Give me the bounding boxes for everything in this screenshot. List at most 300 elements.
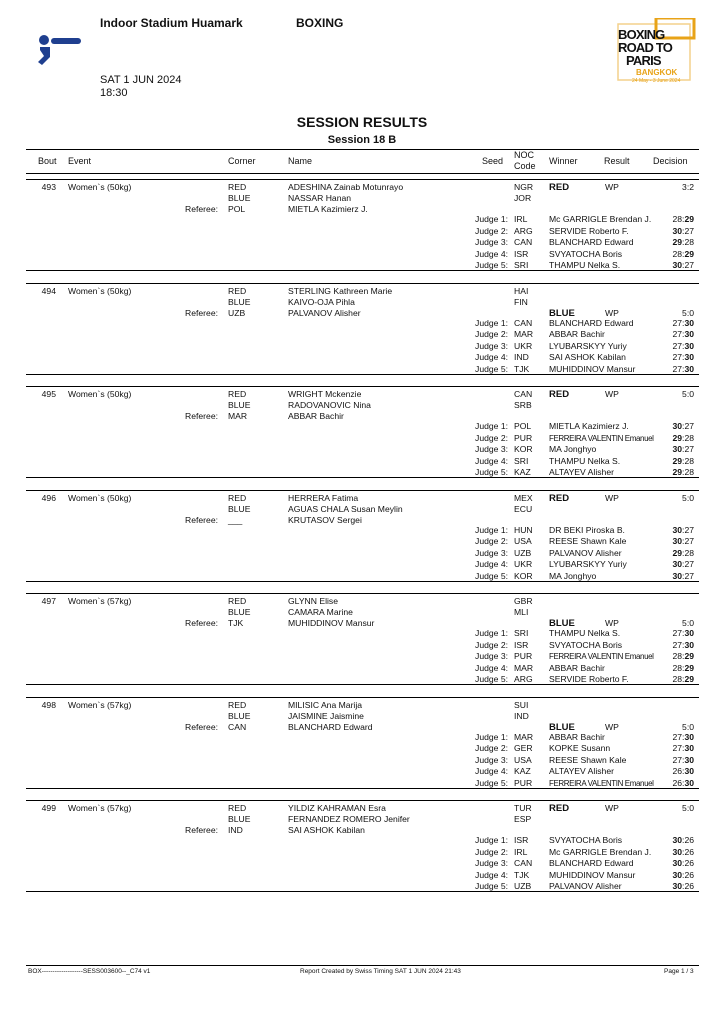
score-separator: : — [682, 743, 685, 753]
red-corner-label: RED — [228, 803, 247, 813]
blue-boxer-noc: SRB — [514, 400, 532, 410]
judge-score-red: 27 — [672, 754, 683, 765]
judge-score — [656, 525, 694, 536]
judge-score-red: 27 — [672, 340, 683, 351]
score-separator: : — [682, 248, 685, 259]
judge-score — [656, 318, 694, 329]
blue-corner-label: BLUE — [228, 607, 251, 617]
judge-label: Judge 1: — [475, 628, 508, 638]
judge-row — [26, 260, 699, 272]
judge-score-blue: 27 — [684, 536, 694, 546]
score-separator: : — [682, 225, 685, 236]
col-bout: Bout — [38, 156, 57, 166]
score-separator: : — [682, 237, 685, 247]
judge-label: Judge 1: — [475, 835, 508, 845]
judge-row — [26, 732, 699, 744]
judge-score-red: 28 — [672, 662, 683, 673]
sport-name: BOXING — [296, 16, 344, 30]
red-boxer-noc: CAN — [514, 389, 533, 399]
judge-noc: PUR — [514, 432, 533, 443]
col-seed: Seed — [482, 156, 504, 166]
referee-label: Referee: — [185, 514, 218, 525]
session-date: SAT 1 JUN 2024 — [100, 74, 182, 86]
winner-corner: BLUE — [549, 721, 575, 733]
judge-score — [656, 329, 694, 340]
judge-label: Judge 3: — [475, 858, 508, 868]
score-separator: : — [682, 651, 685, 661]
judge-score — [656, 835, 694, 846]
judge-score-red: 28 — [672, 248, 683, 259]
judge-noc: TJK — [514, 869, 530, 880]
bout-block — [26, 179, 699, 271]
winner-corner: RED — [549, 389, 570, 400]
referee-name: MIETLA Kazimierz J. — [288, 204, 368, 214]
result-type: WP — [605, 803, 619, 813]
col-result: Result — [604, 156, 630, 166]
judge-score-blue: 26 — [684, 869, 694, 880]
judge-score-blue: 26 — [684, 835, 694, 845]
logo-dates: 24 May - 3 June 2024 — [632, 78, 681, 84]
score-separator: : — [682, 524, 685, 535]
red-boxer-noc: SUI — [514, 699, 529, 710]
judge-score-blue: 29 — [684, 248, 694, 259]
logo-line-1: BOXING — [618, 27, 665, 42]
blue-boxer-name: RADOVANOVIC Nina — [288, 400, 371, 410]
score-separator: : — [682, 260, 685, 270]
footer-created: Report Created by Swiss Timing SAT 1 JUN 2024 21:43 — [300, 968, 461, 975]
judge-name: THAMPU Nelka S. — [549, 628, 621, 638]
judge-label: Judge 1: — [475, 524, 508, 535]
judge-name: BLANCHARD Edward — [549, 858, 634, 868]
judge-score-red: 29 — [672, 237, 683, 247]
bout-block — [26, 386, 699, 478]
red-boxer-name: STERLING Kathreen Marie — [288, 285, 393, 296]
judge-label: Judge 5: — [475, 674, 508, 684]
judge-row — [26, 559, 699, 571]
col-winner: Winner — [549, 156, 578, 166]
judge-noc: USA — [514, 754, 532, 765]
judge-noc: ARG — [514, 674, 533, 684]
red-boxer-name: ADESHINA Zainab Motunrayo — [288, 182, 404, 192]
bout-number: 493 — [41, 182, 56, 192]
judge-score-blue: 29 — [684, 662, 694, 673]
judge-score-blue: 28 — [684, 467, 694, 477]
bout-block — [26, 800, 699, 892]
judge-noc: PUR — [514, 651, 533, 661]
judge-name: PALVANOV Alisher — [549, 881, 622, 891]
score-separator: : — [682, 869, 685, 880]
judge-score-red: 29 — [672, 547, 683, 558]
judge-noc: MAR — [514, 731, 534, 742]
winner-corner: BLUE — [549, 618, 575, 629]
judge-score-red: 30 — [672, 225, 683, 236]
blue-boxer-noc: ESP — [514, 814, 532, 824]
judge-name: LYUBARSKYY Yuriy — [549, 559, 627, 569]
judge-noc: IND — [514, 352, 529, 362]
judge-name: DR BEKI Piroska B. — [549, 524, 625, 535]
bout-event: Women`s (50kg) — [68, 285, 132, 296]
winner-corner: BLUE — [549, 307, 575, 319]
judge-score-red: 27 — [672, 352, 683, 362]
judge-label: Judge 4: — [475, 766, 508, 776]
score-separator: : — [682, 547, 685, 558]
judge-noc: CAN — [514, 237, 533, 247]
judge-row — [26, 835, 699, 847]
judge-label: Judge 5: — [475, 467, 508, 477]
judge-row — [26, 651, 699, 663]
judge-score-blue: 26 — [684, 881, 694, 891]
judge-label: Judge 5: — [475, 777, 508, 788]
col-event: Event — [68, 156, 92, 166]
judge-label: Judge 5: — [475, 570, 508, 581]
bout-event: Women`s (50kg) — [68, 182, 132, 192]
score-separator: : — [682, 777, 685, 788]
referee-noc: UZB — [228, 307, 246, 318]
score-separator: : — [682, 570, 685, 581]
judge-name: SVYATOCHA Boris — [549, 248, 623, 259]
judge-row — [26, 456, 699, 468]
score-separator: : — [682, 536, 685, 546]
judge-score — [656, 571, 694, 582]
blue-boxer-noc: MLI — [514, 607, 529, 617]
judge-row — [26, 571, 699, 583]
judge-name: SAI ASHOK Kabilan — [549, 352, 626, 362]
judge-label: Judge 4: — [475, 662, 508, 673]
judge-row — [26, 364, 699, 376]
judge-row — [26, 433, 699, 445]
judge-score — [656, 433, 694, 444]
judge-row — [26, 536, 699, 548]
score-separator: : — [682, 432, 685, 443]
score-separator: : — [682, 846, 685, 857]
referee-label: Referee: — [185, 721, 218, 732]
judge-label: Judge 4: — [475, 352, 508, 362]
bout-event: Women`s (50kg) — [68, 492, 132, 503]
judge-noc: SRI — [514, 628, 529, 638]
judge-noc: ISR — [514, 835, 529, 845]
judge-score-red: 29 — [672, 455, 683, 466]
judge-label: Judge 5: — [475, 881, 508, 891]
judge-name: MUHIDDINOV Mansur — [549, 869, 636, 880]
judge-score-red: 30 — [672, 570, 683, 581]
blue-corner-label: BLUE — [228, 503, 251, 514]
judge-row — [26, 467, 699, 479]
red-corner-label: RED — [228, 182, 247, 192]
judge-score — [656, 341, 694, 352]
judge-noc: PUR — [514, 777, 533, 788]
decision-score: 5:0 — [682, 618, 694, 628]
referee-label: Referee: — [185, 825, 218, 835]
bout-block — [26, 593, 699, 685]
judge-score-red: 30 — [672, 835, 683, 845]
judge-row — [26, 640, 699, 652]
score-separator: : — [682, 662, 685, 673]
judge-score-blue: 26 — [684, 846, 694, 857]
judge-name: BLANCHARD Edward — [549, 237, 634, 247]
winner-corner: RED — [549, 492, 570, 504]
judge-name: REESE Shawn Kale — [549, 536, 627, 546]
judge-name: PALVANOV Alisher — [549, 547, 622, 558]
judge-row — [26, 674, 699, 686]
judge-score-red: 28 — [672, 651, 683, 661]
red-corner-label: RED — [228, 492, 247, 503]
score-separator: : — [682, 858, 685, 868]
judge-noc: HUN — [514, 524, 533, 535]
judge-score — [656, 778, 694, 789]
judge-name: ABBAR Bachir — [549, 731, 605, 742]
referee-label: Referee: — [185, 411, 218, 421]
judge-score-blue: 30 — [684, 777, 694, 788]
decision-score: 5:0 — [682, 389, 694, 399]
judge-name: KOPKE Susann — [549, 743, 611, 753]
blue-boxer-name: AGUAS CHALA Susan Meylin — [288, 503, 403, 514]
judge-score-red: 26 — [672, 777, 683, 788]
score-separator: : — [682, 352, 685, 362]
blue-boxer-noc: IND — [514, 710, 529, 721]
judge-noc: SRI — [514, 455, 529, 466]
referee-noc: POL — [228, 204, 246, 214]
judge-score-blue: 30 — [684, 363, 694, 374]
judge-score-red: 30 — [672, 881, 683, 891]
judge-score-blue: 30 — [684, 639, 694, 650]
judge-score-blue: 30 — [684, 352, 694, 362]
judge-name: SERVIDE Roberto F. — [549, 674, 629, 684]
judge-row — [26, 847, 699, 859]
footer-code: BOX-------------------SESS003600--_C74 v1 — [28, 968, 151, 975]
judge-row — [26, 226, 699, 238]
judge-score-blue: 27 — [684, 225, 694, 236]
referee-name: KRUTASOV Sergei — [288, 514, 362, 525]
score-separator: : — [682, 628, 685, 638]
judge-score-blue: 30 — [684, 628, 694, 638]
col-name: Name — [288, 156, 313, 166]
judge-label: Judge 1: — [475, 421, 508, 431]
judge-score-blue: 30 — [684, 329, 694, 339]
score-separator: : — [682, 444, 685, 454]
result-type: WP — [605, 721, 619, 732]
judge-score — [656, 559, 694, 570]
venue-name: Indoor Stadium Huamark — [100, 16, 243, 30]
judge-name: FERREIRA VALENTIN Emanuel — [549, 778, 654, 788]
judge-score — [656, 663, 694, 674]
judge-score-blue: 28 — [684, 432, 694, 443]
judge-name: FERREIRA VALENTIN Emanuel — [549, 433, 654, 443]
referee-label: Referee: — [185, 618, 218, 628]
judge-noc: KOR — [514, 444, 533, 454]
judge-score-red: 28 — [672, 674, 683, 684]
judge-noc: GER — [514, 743, 533, 753]
judge-score-red: 30 — [672, 421, 683, 431]
judge-score — [656, 640, 694, 651]
blue-boxer-name: CAMARA Marine — [288, 607, 353, 617]
judge-row — [26, 755, 699, 767]
judge-score — [656, 755, 694, 766]
bout-number: 496 — [41, 492, 56, 503]
judge-score — [656, 847, 694, 858]
judge-row — [26, 778, 699, 790]
judge-score-blue: 29 — [684, 214, 694, 224]
bout-block — [26, 697, 699, 789]
score-separator: : — [682, 421, 685, 431]
judge-row — [26, 444, 699, 456]
blue-boxer-noc: FIN — [514, 296, 528, 307]
bout-block — [26, 490, 699, 582]
judge-row — [26, 214, 699, 226]
judge-score-blue: 30 — [684, 317, 694, 328]
judge-label: Judge 3: — [475, 237, 508, 247]
blue-corner-label: BLUE — [228, 710, 251, 721]
judge-label: Judge 1: — [475, 731, 508, 742]
judge-score — [656, 467, 694, 478]
judge-noc: SRI — [514, 260, 529, 270]
judge-label: Judge 2: — [475, 536, 508, 546]
col-decision: Decision — [653, 156, 688, 166]
red-boxer-name: GLYNN Elise — [288, 596, 338, 606]
judge-label: Judge 2: — [475, 743, 508, 753]
score-separator: : — [682, 674, 685, 684]
score-separator: : — [682, 766, 685, 776]
judge-noc: IRL — [514, 214, 528, 224]
road-to-paris-logo — [616, 18, 696, 90]
bout-number: 499 — [41, 803, 56, 813]
judge-score-red: 30 — [672, 444, 683, 454]
judge-row — [26, 548, 699, 560]
judge-score-blue: 30 — [684, 743, 694, 753]
decision-score: 5:0 — [682, 492, 694, 503]
judge-label: Judge 4: — [475, 869, 508, 880]
judge-score-blue: 27 — [684, 524, 694, 535]
judge-name: LYUBARSKYY Yuriy — [549, 340, 627, 351]
judge-name: Mc GARRIGLE Brendan J. — [549, 214, 652, 224]
judge-score — [656, 628, 694, 639]
judge-noc: KAZ — [514, 467, 531, 477]
judge-row — [26, 858, 699, 870]
score-separator: : — [682, 754, 685, 765]
judge-name: MA Jonghyo — [549, 570, 597, 581]
decision-score: 5:0 — [682, 721, 694, 732]
result-type: WP — [605, 307, 619, 318]
session-time: 18:30 — [100, 87, 128, 99]
judge-noc: TJK — [514, 363, 530, 374]
col-noc-code: Code — [514, 161, 536, 171]
decision-score: 3:2 — [682, 182, 694, 192]
judge-label: Judge 3: — [475, 340, 508, 351]
score-separator: : — [682, 559, 685, 569]
judge-noc: UKR — [514, 559, 533, 569]
judge-label: Judge 5: — [475, 260, 508, 270]
judge-score-red: 28 — [672, 214, 683, 224]
judge-name: SERVIDE Roberto F. — [549, 225, 629, 236]
judge-row — [26, 249, 699, 261]
judge-name: Mc GARRIGLE Brendan J. — [549, 846, 652, 857]
judge-score-blue: 30 — [684, 340, 694, 351]
judge-label: Judge 4: — [475, 455, 508, 466]
judge-score-red: 30 — [672, 536, 683, 546]
judge-name: THAMPU Nelka S. — [549, 260, 621, 270]
judge-label: Judge 5: — [475, 363, 508, 374]
score-separator: : — [682, 835, 685, 845]
judge-row — [26, 743, 699, 755]
judge-row — [26, 318, 699, 330]
bout-event: Women`s (57kg) — [68, 699, 132, 710]
bout-event: Women`s (50kg) — [68, 389, 132, 399]
judge-score — [656, 651, 694, 662]
judge-name: ALTAYEV Alisher — [549, 467, 614, 477]
judge-score-red: 30 — [672, 846, 683, 857]
score-separator: : — [682, 731, 685, 742]
judge-label: Judge 2: — [475, 329, 508, 339]
judge-score-red: 27 — [672, 317, 683, 328]
result-type: WP — [605, 389, 619, 399]
judge-name: REESE Shawn Kale — [549, 754, 627, 765]
result-type: WP — [605, 618, 619, 628]
red-corner-label: RED — [228, 389, 247, 399]
judge-score-red: 27 — [672, 743, 683, 753]
judge-name: MA Jonghyo — [549, 444, 597, 454]
winner-corner: RED — [549, 803, 570, 814]
judge-score — [656, 456, 694, 467]
result-type: WP — [605, 492, 619, 503]
judge-row — [26, 237, 699, 249]
bout-number: 498 — [41, 699, 56, 710]
score-separator: : — [682, 455, 685, 466]
blue-corner-label: BLUE — [228, 400, 251, 410]
bout-block — [26, 283, 699, 375]
col-noc: NOC — [514, 150, 534, 160]
judge-score-red: 27 — [672, 329, 683, 339]
judge-noc: CAN — [514, 858, 533, 868]
judge-label: Judge 2: — [475, 225, 508, 236]
score-separator: : — [682, 329, 685, 339]
judge-score — [656, 237, 694, 248]
blue-boxer-name: JAISMINE Jaismine — [288, 710, 364, 721]
score-separator: : — [682, 881, 685, 891]
score-separator: : — [682, 467, 685, 477]
winner-corner: RED — [549, 182, 570, 193]
judge-label: Judge 3: — [475, 651, 508, 661]
red-corner-label: RED — [228, 596, 247, 606]
decision-score: 5:0 — [682, 803, 694, 813]
judge-label: Judge 3: — [475, 444, 508, 454]
judge-name: THAMPU Nelka S. — [549, 455, 621, 466]
judge-score-blue: 30 — [684, 766, 694, 776]
score-separator: : — [682, 340, 685, 351]
judge-noc: IRL — [514, 846, 528, 857]
judge-score-blue: 26 — [684, 858, 694, 868]
judge-score-blue: 27 — [684, 559, 694, 569]
bout-event: Women`s (57kg) — [68, 596, 132, 606]
judge-score-red: 30 — [672, 869, 683, 880]
judge-score-red: 30 — [672, 858, 683, 868]
judge-score-blue: 29 — [684, 651, 694, 661]
judge-label: Judge 1: — [475, 214, 508, 224]
referee-noc: CAN — [228, 721, 247, 732]
decision-score: 5:0 — [682, 307, 694, 318]
red-corner-label: RED — [228, 699, 247, 710]
judge-noc: USA — [514, 536, 532, 546]
result-type: WP — [605, 182, 619, 192]
score-separator: : — [682, 317, 685, 328]
judge-score-blue: 27 — [684, 421, 694, 431]
red-boxer-noc: NGR — [514, 182, 534, 192]
referee-noc: TJK — [228, 618, 244, 628]
boxing-pictogram-icon — [36, 32, 88, 66]
judge-name: ALTAYEV Alisher — [549, 766, 614, 776]
red-boxer-noc: TUR — [514, 803, 532, 813]
judge-label: Judge 3: — [475, 754, 508, 765]
judge-score-red: 30 — [672, 559, 683, 569]
judge-noc: MAR — [514, 662, 534, 673]
